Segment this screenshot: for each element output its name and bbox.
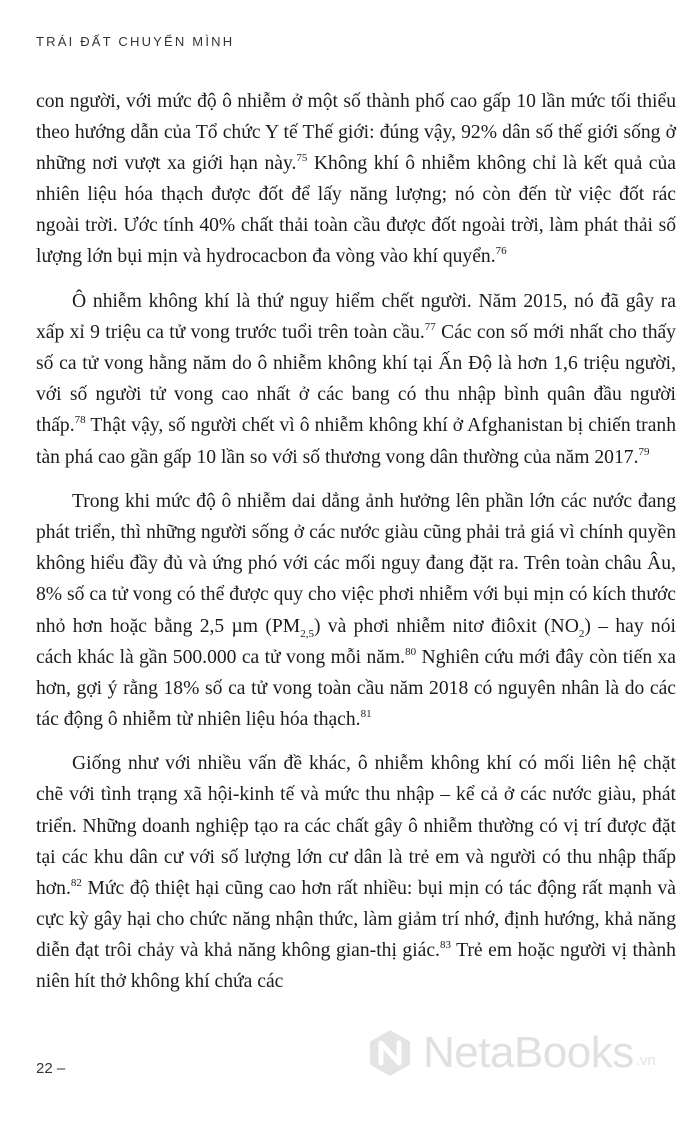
text-run: Ô nhiễm không khí là thứ nguy hiểm chết người. Năm 2015, nó đã gây ra xấp xỉ 9 triệu ca tử vong trước tuổi trên toàn cầu. <box>36 291 676 344</box>
footnote-ref: 75 <box>296 152 308 165</box>
subscript: 2 <box>578 627 585 640</box>
watermark-suffix: .vn <box>635 1051 656 1069</box>
page-number: 22 – <box>36 1060 66 1077</box>
running-header: TRÁI ĐẤT CHUYỂN MÌNH <box>36 34 235 49</box>
footnote-ref: 77 <box>424 321 436 334</box>
paragraph <box>36 286 676 473</box>
text-run: Nghiên cứu mới đây còn tiến xa hơn, gợi ý rằng 18% số ca tử vong toàn cầu năm 2018 có nguyên nhân là do các tác động ô nhiễm từ nhiên liệu hóa thạch. <box>36 646 676 730</box>
subscript: 2,5 <box>300 627 314 640</box>
footnote-ref: 78 <box>74 414 86 427</box>
watermark <box>365 1028 656 1078</box>
paragraph <box>36 486 676 735</box>
text-run: Các con số mới nhất cho thấy số ca tử vong hằng năm do ô nhiễm không khí tại Ấn Độ là hơn 1,6 triệu người, với số người tử vong cao nhất ở các bang có thu nhập bình quân đầu người thấp. <box>36 322 676 437</box>
footnote-ref: 76 <box>495 245 507 258</box>
footnote-ref: 79 <box>638 445 650 458</box>
body-text <box>36 86 676 997</box>
footnote-ref: 80 <box>405 645 417 658</box>
text-run: Không khí ô nhiễm không chỉ là kết quả của nhiên liệu hóa thạch được đốt để lấy năng lượng; nó còn đến từ việc đốt rác ngoài trời. Ước tính 40% chất thải toàn cầu được đốt ngoài trời, làm phát thải số lượng lớn bụi mịn và hydrocacbon đa vòng vào khí quyển. <box>36 153 676 268</box>
text-run: Trẻ em hoặc người vị thành niên hít thở không khí chứa các <box>36 939 676 993</box>
footnote-ref: 82 <box>70 876 82 889</box>
paragraph <box>36 86 676 273</box>
netabooks-logo-icon <box>365 1028 415 1078</box>
watermark-brand: NetaBooks <box>423 1028 634 1077</box>
text-run: Giống như với nhiều vấn đề khác, ô nhiễm không khí có mối liên hệ chặt chẽ với tình trạng xã hội-kinh tế và mức thu nhập – kể cả ở các nước giàu, phát triển. Những doanh nghiệp tạo ra các chất gây ô nhiễm thường có vị trí được đặt tại các khu dân cư với số lượng lớn cư dân là trẻ em và người có thu nhập thấp hơn. <box>36 753 676 899</box>
text-run: Mức độ thiệt hại cũng cao hơn rất nhiều: bụi mịn có tác động rất mạnh và cực kỳ gây hại cho chức năng nhận thức, làm giảm trí nhớ, định hướng, khả năng diễn đạt trôi chảy và khả năng không gian-thị giác. <box>36 877 676 961</box>
text-run: ) và phơi nhiễm nitơ điôxit (NO <box>313 615 579 637</box>
text-run: Trong khi mức độ ô nhiễm dai dẳng ảnh hưởng lên phần lớn các nước đang phát triển, thì những người sống ở các nước giàu cũng phải trả giá vì chính quyền không hiểu đầy đủ và ứng phó với các mối nguy đang đặt ra. Trên toàn châu Âu, 8% số ca tử vong có thể được quy cho việc phơi nhiễm với bụi mịn có kích thước nhỏ hơn hoặc bằng 2,5 µm (PM <box>36 491 676 637</box>
text-run: Thật vậy, số người chết vì ô nhiễm không khí ở Afghanistan bị chiến tranh tàn phá cao gần gấp 10 lần so với số thương vong dân thường của năm 2017. <box>36 415 676 468</box>
text-run: con người, với mức độ ô nhiễm ở một số thành phố cao gấp 10 lần mức tối thiểu theo hướng dẫn của Tổ chức Y tế Thế giới: đúng vậy, 92% dân số thế giới sống ở những nơi vượt xa giới hạn này. <box>36 91 676 175</box>
footnote-ref: 83 <box>439 938 451 951</box>
paragraph <box>36 748 676 997</box>
footnote-ref: 81 <box>360 707 372 720</box>
text-run: ) – hay nói cách khác là gần 500.000 ca tử vong mỗi năm. <box>36 615 676 668</box>
